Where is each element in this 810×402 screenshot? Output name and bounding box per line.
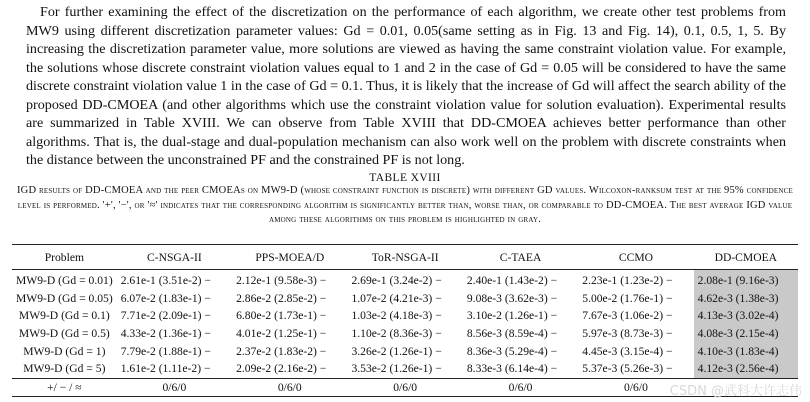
cell: 1.03e-2 (4.18e-3) − [351,309,442,323]
cell-problem: MW9-D (Gd = 1) [23,344,106,358]
cell: 6.80e-2 (1.73e-1) − [236,309,327,323]
best-cell: 4.12e-3 (2.56e-4) [694,360,798,378]
summary-cell: 0/6/0 [347,378,462,397]
cell-problem: MW9-D (Gd = 0.01) [16,274,113,288]
cell: 7.67e-3 (1.06e-2) − [582,309,673,323]
header-dd-cmoea: DD-CMOEA [694,245,798,270]
cell-problem: MW9-D (Gd = 0.5) [18,327,110,341]
best-cell: 2.08e-1 (9.16e-3) [694,270,798,290]
cell: 2.40e-1 (1.43e-2) − [466,274,558,288]
cell: 2.86e-2 (2.85e-2) − [236,291,327,305]
header-pps-moead: PPS-MOEA/D [232,245,347,270]
table-caption: IGD results of DD-CMOEA and the peer CMOEAs on MW9-D (whose constraint function is discrete) with different GD values. Wilcoxon-ranksum test at the 95% confidence level is performed. '+', '−', or '≈' indicates that the corresponding algorithm is significantly better than, worse than, or comparable to DD-CMOEA. The best average IGD value among these algorithms on this problem is highlighted in gray. [16,185,794,225]
cell: 6.07e-2 (1.83e-1) − [120,291,211,305]
table-row [12,307,798,325]
best-cell: 4.62e-3 (1.38e-3) [694,290,798,308]
cell: 2.23e-1 (1.23e-2) − [582,274,673,288]
cell: 2.12e-1 (9.58e-3) − [236,274,327,288]
cell: 8.36e-3 (5.29e-4) − [466,344,558,358]
table-row [12,342,798,360]
best-cell: 4.10e-3 (1.83e-4) [694,342,798,360]
cell: 3.53e-2 (1.26e-1) − [351,362,442,376]
header-problem: Problem [12,245,117,270]
cell: 3.10e-2 (1.26e-1) − [466,309,558,323]
cell: 7.71e-2 (2.09e-1) − [120,309,211,323]
cell: 5.37e-3 (5.26e-3) − [582,362,673,376]
summary-label: +/ − / ≈ [12,378,117,397]
header-tor-nsga-ii: ToR-NSGA-II [347,245,462,270]
cell: 1.07e-2 (4.21e-3) − [351,291,442,305]
best-cell: 4.08e-3 (2.15e-4) [694,325,798,343]
header-c-taea: C-TAEA [463,245,578,270]
cell: 4.45e-3 (3.15e-4) − [582,344,673,358]
cell: 1.10e-2 (8.36e-3) − [351,327,442,341]
cell: 3.26e-2 (1.26e-1) − [351,344,442,358]
cell-problem: MW9-D (Gd = 0.1) [18,309,110,323]
cell: 7.79e-2 (1.88e-1) − [120,344,211,358]
summary-cell: 0/6/0 [117,378,232,397]
best-cell: 4.13e-3 (3.02e-4) [694,307,798,325]
cell: 5.97e-3 (8.73e-3) − [582,327,673,341]
header-ccmo: CCMO [578,245,693,270]
cell: 9.08e-3 (3.62e-3) − [466,291,558,305]
cell: 8.33e-3 (6.14e-4) − [466,362,558,376]
table-row [12,290,798,308]
body-paragraph: For further examining the effect of the discretization on the performance of each algorithm, we create other test problems from MW9 using different discretization parameter values: Gd = 0.01, 0.05(same setting as in Fig. 13 and Fig. 14), 0.1, 0.5, 1, 5. By increasing the discretization parameter value, more solutions are viewed as having the same constraint violation value. For example, the solutions whose discrete constraint violation values equal to 1 and 2 in the case of Gd = 0.05 will be considered to have the same discrete constraint violation value 1 in the case of Gd = 0.1. Thus, it is likely that the increase of Gd will affect the search ability of the proposed DD-CMOEA (and other algorithms which use the constraint violation value for solution evaluation). Experimental results are summarized in Table XVIII. We can observe from Table XVIII that DD-CMOEA achieves better performance than other algorithms. That is, the dual-stage and dual-population mechanism can also work well on the problem with discrete constraints when the distance between the unconstrained PF and the constrained PF is not long. [26,4,786,168]
table-row [12,360,798,378]
cell: 1.61e-2 (1.11e-2) − [120,362,211,376]
cell: 2.69e-1 (3.24e-2) − [351,274,442,288]
table-header-row [12,245,798,270]
header-c-nsga-ii: C-NSGA-II [117,245,232,270]
summary-cell: 0/6/0 [578,378,693,397]
cell-problem: MW9-D (Gd = 5) [23,362,106,376]
summary-cell: 0/6/0 [463,378,578,397]
results-table [12,244,798,397]
watermark: CSDN @武科大许志伟 [669,384,802,399]
table-number: TABLE XVIII [369,172,441,184]
cell: 8.56e-3 (8.59e-4) − [466,327,558,341]
table-row [12,270,798,290]
summary-cell: 0/6/0 [232,378,347,397]
table-row [12,325,798,343]
cell: 2.37e-2 (1.83e-2) − [236,344,327,358]
cell: 2.61e-1 (3.51e-2) − [120,274,211,288]
cell: 4.33e-2 (1.36e-1) − [120,327,211,341]
cell-problem: MW9-D (Gd = 0.05) [16,291,113,305]
cell: 2.09e-2 (2.16e-2) − [236,362,327,376]
cell: 5.00e-2 (1.76e-1) − [582,291,673,305]
cell: 4.01e-2 (1.25e-1) − [236,327,327,341]
